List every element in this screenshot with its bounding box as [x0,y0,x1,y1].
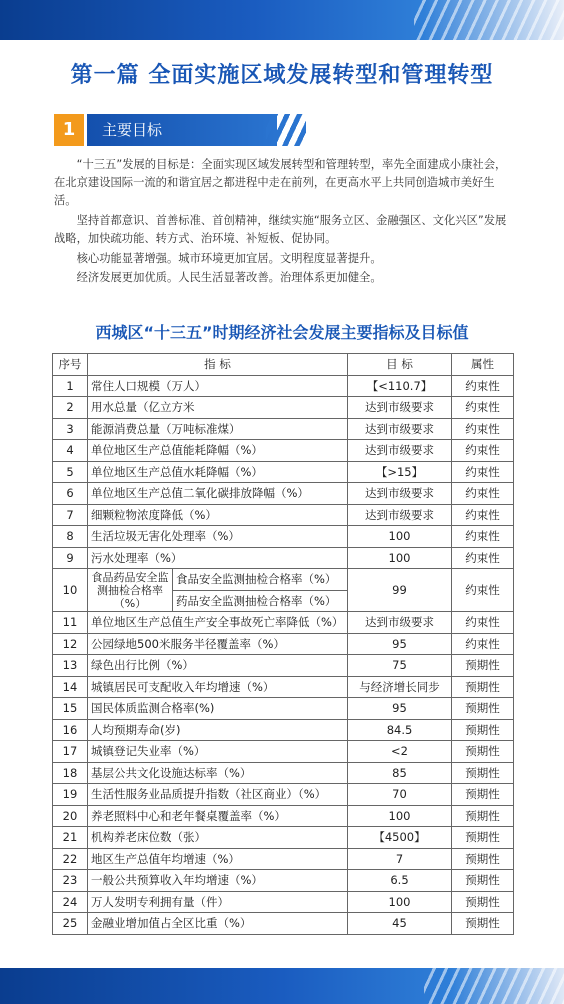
table-row [53,870,514,892]
row-attr: 约束性 [452,633,514,655]
row-name: 生活垃圾无害化处理率（%） [88,526,348,548]
row-target: 85 [348,762,452,784]
row-number: 6 [53,483,88,505]
row-number: 18 [53,762,88,784]
row-number: 17 [53,741,88,763]
row-name: 机构养老床位数（张） [88,827,348,849]
row-number: 12 [53,633,88,655]
row-attr: 预期性 [452,762,514,784]
row-attr: 约束性 [452,547,514,569]
row-target: 达到市级要求 [348,418,452,440]
row-number: 13 [53,655,88,677]
row-name: 人均预期寿命(岁) [88,719,348,741]
row-target: 84.5 [348,719,452,741]
table-row [53,784,514,806]
table-row [53,741,514,763]
table-header-row [53,354,514,376]
row-target: 达到市级要求 [348,612,452,634]
row-target: 【>15】 [348,461,452,483]
intro-paragraph-4 [54,269,516,287]
table-row [53,526,514,548]
row-name: 绿色出行比例（%） [88,655,348,677]
row-target: 100 [348,547,452,569]
row-attr: 约束性 [452,440,514,462]
table-row [53,397,514,419]
table-row [53,569,514,591]
row-number: 3 [53,418,88,440]
row-group-name: 食品药品安全监测抽检合格率（%） [88,569,173,612]
table-row [53,612,514,634]
header-target: 目 标 [348,354,452,376]
row-target: 100 [348,805,452,827]
row-number: 14 [53,676,88,698]
row-name: 用水总量（亿立方米 [88,397,348,419]
row-name: 单位地区生产总值生产安全事故死亡率降低（%） [88,612,348,634]
row-target: 95 [348,633,452,655]
row-number: 22 [53,848,88,870]
table-row [53,848,514,870]
header-attr: 属性 [452,354,514,376]
row-attr: 预期性 [452,805,514,827]
page-title: 第一篇 全面实施区域发展转型和管理转型 [70,63,494,88]
row-name: 细颗粒物浓度降低（%） [88,504,348,526]
indicators-table [52,353,514,935]
row-attr: 约束性 [452,397,514,419]
header-no: 序号 [53,354,88,376]
table-row [53,504,514,526]
row-name: 单位地区生产总值能耗降幅（%） [88,440,348,462]
row-attr: 约束性 [452,483,514,505]
row-number: 15 [53,698,88,720]
row-attr: 约束性 [452,418,514,440]
bottom-hatch-decor [424,968,564,1004]
row-target: 99 [348,569,452,612]
table-row [53,655,514,677]
row-number: 25 [53,913,88,935]
table-title: 西城区“十三五”时期经济社会发展主要指标及目标值 [95,323,469,342]
row-attr: 预期性 [452,870,514,892]
row-name: 国民体质监测合格率(%) [88,698,348,720]
row-number: 10 [53,569,88,612]
table-row [53,913,514,935]
row-name: 城镇居民可支配收入年均增速（%） [88,676,348,698]
row-name: 污水处理率（%） [88,547,348,569]
row-name: 地区生产总值年均增速（%） [88,848,348,870]
row-attr: 预期性 [452,655,514,677]
row-target: 达到市级要求 [348,397,452,419]
table-row [53,440,514,462]
row-number: 4 [53,440,88,462]
table-row [53,719,514,741]
table-row [53,461,514,483]
row-number: 1 [53,375,88,397]
row-number: 16 [53,719,88,741]
row-attr: 预期性 [452,741,514,763]
row-target: 与经济增长同步 [348,676,452,698]
section-number: 1 [54,114,84,146]
row-attr: 预期性 [452,698,514,720]
row-sub-name: 药品安全监测抽检合格率（%） [173,590,348,612]
row-attr: 约束性 [452,504,514,526]
table-row [53,375,514,397]
row-name: 万人发明专利拥有量（件） [88,891,348,913]
row-name: 养老照料中心和老年餐桌覆盖率（%） [88,805,348,827]
table-row [53,633,514,655]
row-target: 95 [348,698,452,720]
row-attr: 预期性 [452,827,514,849]
row-target: 【<110.7】 [348,375,452,397]
row-target: 6.5 [348,870,452,892]
table-row [53,805,514,827]
row-target: 100 [348,891,452,913]
bottom-decor-band [0,968,564,1004]
table-row [53,698,514,720]
row-target: 达到市级要求 [348,483,452,505]
table-row [53,891,514,913]
intro-paragraph-1 [54,156,516,210]
table-row [53,762,514,784]
row-attr: 预期性 [452,719,514,741]
row-name: 能源消费总量（万吨标准煤） [88,418,348,440]
paragraph-text: “十三五”发展的目标是：全面实现区域发展转型和管理转型，率先全面建成小康社会，在北京建设国际一流的和谐宜居之都进程中走在前列，在更高水平上共同创造城市美好生活。 [54,158,507,207]
row-target: 70 [348,784,452,806]
row-target: 100 [348,526,452,548]
row-number: 19 [53,784,88,806]
row-number: 23 [53,870,88,892]
row-name: 基层公共文化设施达标率（%） [88,762,348,784]
row-name: 生活性服务业品质提升指数（社区商业）（%） [88,784,348,806]
table-row [53,418,514,440]
intro-paragraph-2 [54,212,516,248]
row-attr: 约束性 [452,612,514,634]
section-header [54,114,304,146]
row-number: 21 [53,827,88,849]
section-label: 主要目标 [102,121,163,139]
row-name: 金融业增加值占全区比重（%） [88,913,348,935]
row-attr: 预期性 [452,784,514,806]
top-hatch-decor [414,0,564,40]
row-attr: 预期性 [452,676,514,698]
table-row [53,483,514,505]
row-target: 【4500】 [348,827,452,849]
paragraph-text: 经济发展更加优质。人民生活显著改善。治理体系更加健全。 [76,271,382,284]
row-sub-name: 食品安全监测抽检合格率（%） [173,569,348,591]
row-target: 75 [348,655,452,677]
row-target: <2 [348,741,452,763]
row-target: 达到市级要求 [348,440,452,462]
paragraph-text: 核心功能显著增强。城市环境更加宜居。文明程度显著提升。 [76,252,382,265]
row-target: 7 [348,848,452,870]
row-name: 一般公共预算收入年均增速（%） [88,870,348,892]
row-number: 5 [53,461,88,483]
row-attr: 预期性 [452,913,514,935]
row-name: 常住人口规模（万人） [88,375,348,397]
row-number: 2 [53,397,88,419]
top-decor-band [0,0,564,40]
row-number: 24 [53,891,88,913]
paragraph-text: 坚持首都意识、首善标准、首创精神，继续实施“服务立区、金融强区、文化兴区”发展战略，加快疏功能、转方式、治环境、补短板、促协同。 [54,214,507,245]
row-name: 单位地区生产总值水耗降幅（%） [88,461,348,483]
row-number: 11 [53,612,88,634]
row-target: 达到市级要求 [348,504,452,526]
row-number: 8 [53,526,88,548]
row-name: 单位地区生产总值二氧化碳排放降幅（%） [88,483,348,505]
table-row [53,547,514,569]
row-attr: 约束性 [452,461,514,483]
row-number: 20 [53,805,88,827]
row-attr: 预期性 [452,891,514,913]
row-name: 公园绿地500米服务半径覆盖率（%） [88,633,348,655]
table-row [53,827,514,849]
section-stripes-decor [266,114,306,146]
row-number: 7 [53,504,88,526]
intro-paragraph-3 [54,250,516,268]
row-attr: 预期性 [452,848,514,870]
row-attr: 约束性 [452,526,514,548]
row-attr: 约束性 [452,375,514,397]
table-row [53,676,514,698]
row-name: 城镇登记失业率（%） [88,741,348,763]
row-target: 45 [348,913,452,935]
header-indicator: 指 标 [88,354,348,376]
row-attr: 约束性 [452,569,514,612]
row-number: 9 [53,547,88,569]
